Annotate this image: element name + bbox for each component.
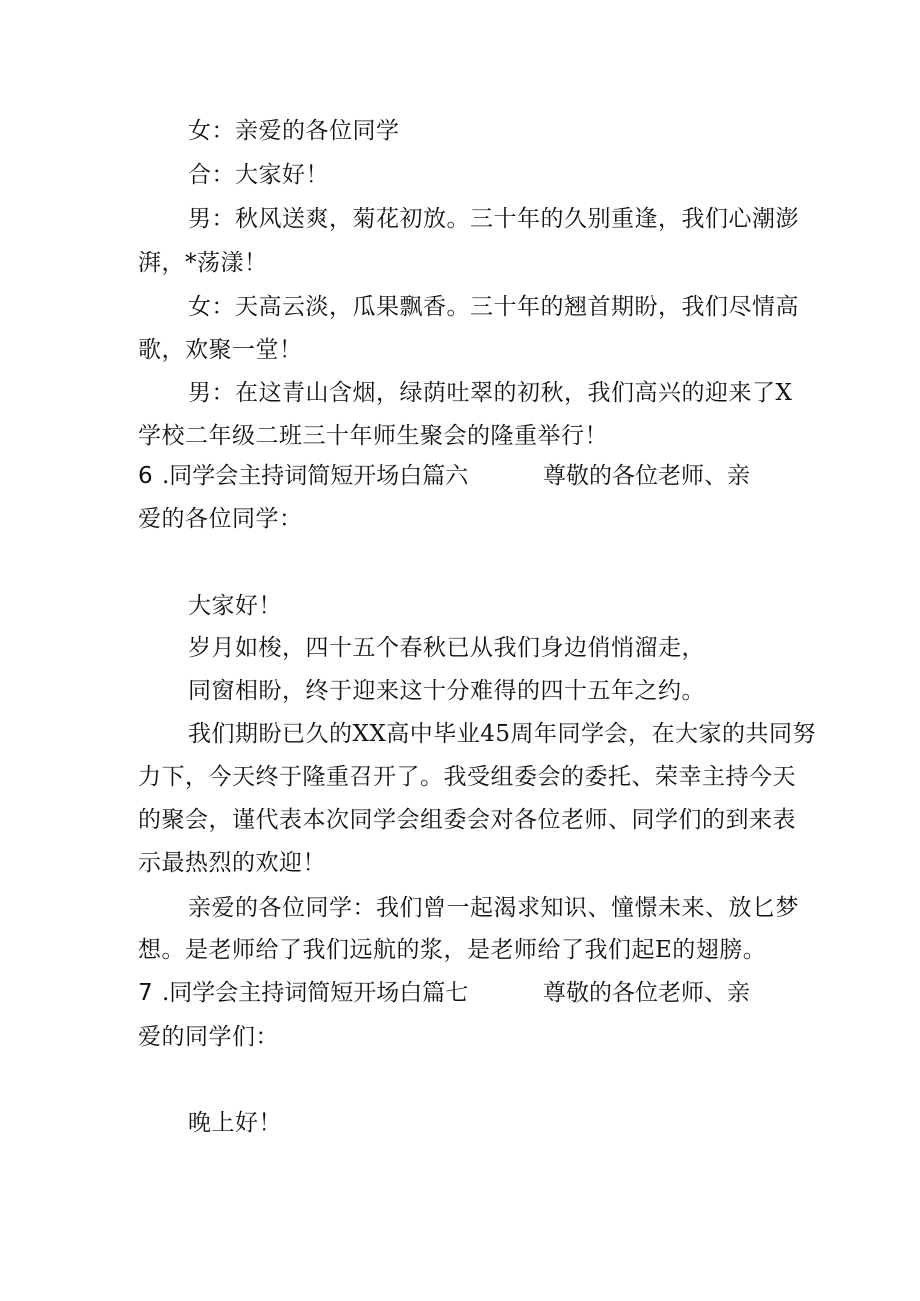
paragraph-line: 歌，欢聚一堂！ [138, 337, 303, 363]
paragraph-line: 晚上好！ [188, 1110, 282, 1136]
section-title: .同学会主持词简短开场白篇七 [162, 980, 469, 1006]
paragraph-line: 同窗相盼，终于迎来这十分难得的四十五年之约。 [188, 678, 705, 704]
paragraph-line: 大家好！ [188, 593, 282, 619]
paragraph-line: 我们期盼已久的XX高中毕业45周年同学会，在大家的共同努 [188, 721, 817, 747]
section-heading-7 [138, 978, 778, 1008]
section-number: 6 [138, 463, 153, 489]
section-heading-continuation: 爱的各位同学： [138, 506, 303, 532]
paragraph-line: 的聚会，谨代表本次同学会组委会对各位老师、同学们的到来表 [138, 807, 796, 833]
section-heading-continuation: 爱的同学们： [138, 1024, 279, 1050]
paragraph-line: 女：亲爱的各位同学 [188, 118, 400, 144]
section-heading-6 [138, 461, 778, 491]
paragraph-line: 湃，*荡漾！ [138, 250, 268, 276]
paragraph-line: 岁月如梭，四十五个春秋已从我们身边俏悄溜走， [188, 635, 705, 661]
paragraph-line: 亲爱的各位同学：我们曾一起渴求知识、憧憬未来、放匕梦 [188, 895, 799, 921]
section-heading-tail: 尊敬的各位老师、亲 [543, 463, 750, 489]
paragraph-line: 示最热烈的欢迎！ [138, 850, 326, 876]
paragraph-line: 想。是老师给了我们远航的浆，是老师给了我们起E的翅膀。 [138, 937, 767, 963]
section-title: .同学会主持词简短开场白篇六 [162, 463, 469, 489]
paragraph-line: 男：秋风送爽，菊花初放。三十年的久别重逢，我们心潮澎 [188, 206, 799, 232]
paragraph-line: 女：天高云淡，瓜果飘香。三十年的翘首期盼，我们尽情高 [188, 294, 799, 320]
paragraph-line: 男：在这青山含烟，绿荫吐翠的初秋，我们高兴的迎来了X [188, 380, 793, 406]
paragraph-line: 力下，今天终于隆重召开了。我受组委会的委托、荣幸主持今天 [138, 764, 796, 790]
paragraph-line: 合：大家好！ [188, 162, 329, 188]
section-number: 7 [138, 980, 153, 1006]
paragraph-line: 学校二年级二班三十年师生聚会的隆重举行！ [138, 423, 608, 449]
section-heading-tail: 尊敬的各位老师、亲 [543, 980, 750, 1006]
